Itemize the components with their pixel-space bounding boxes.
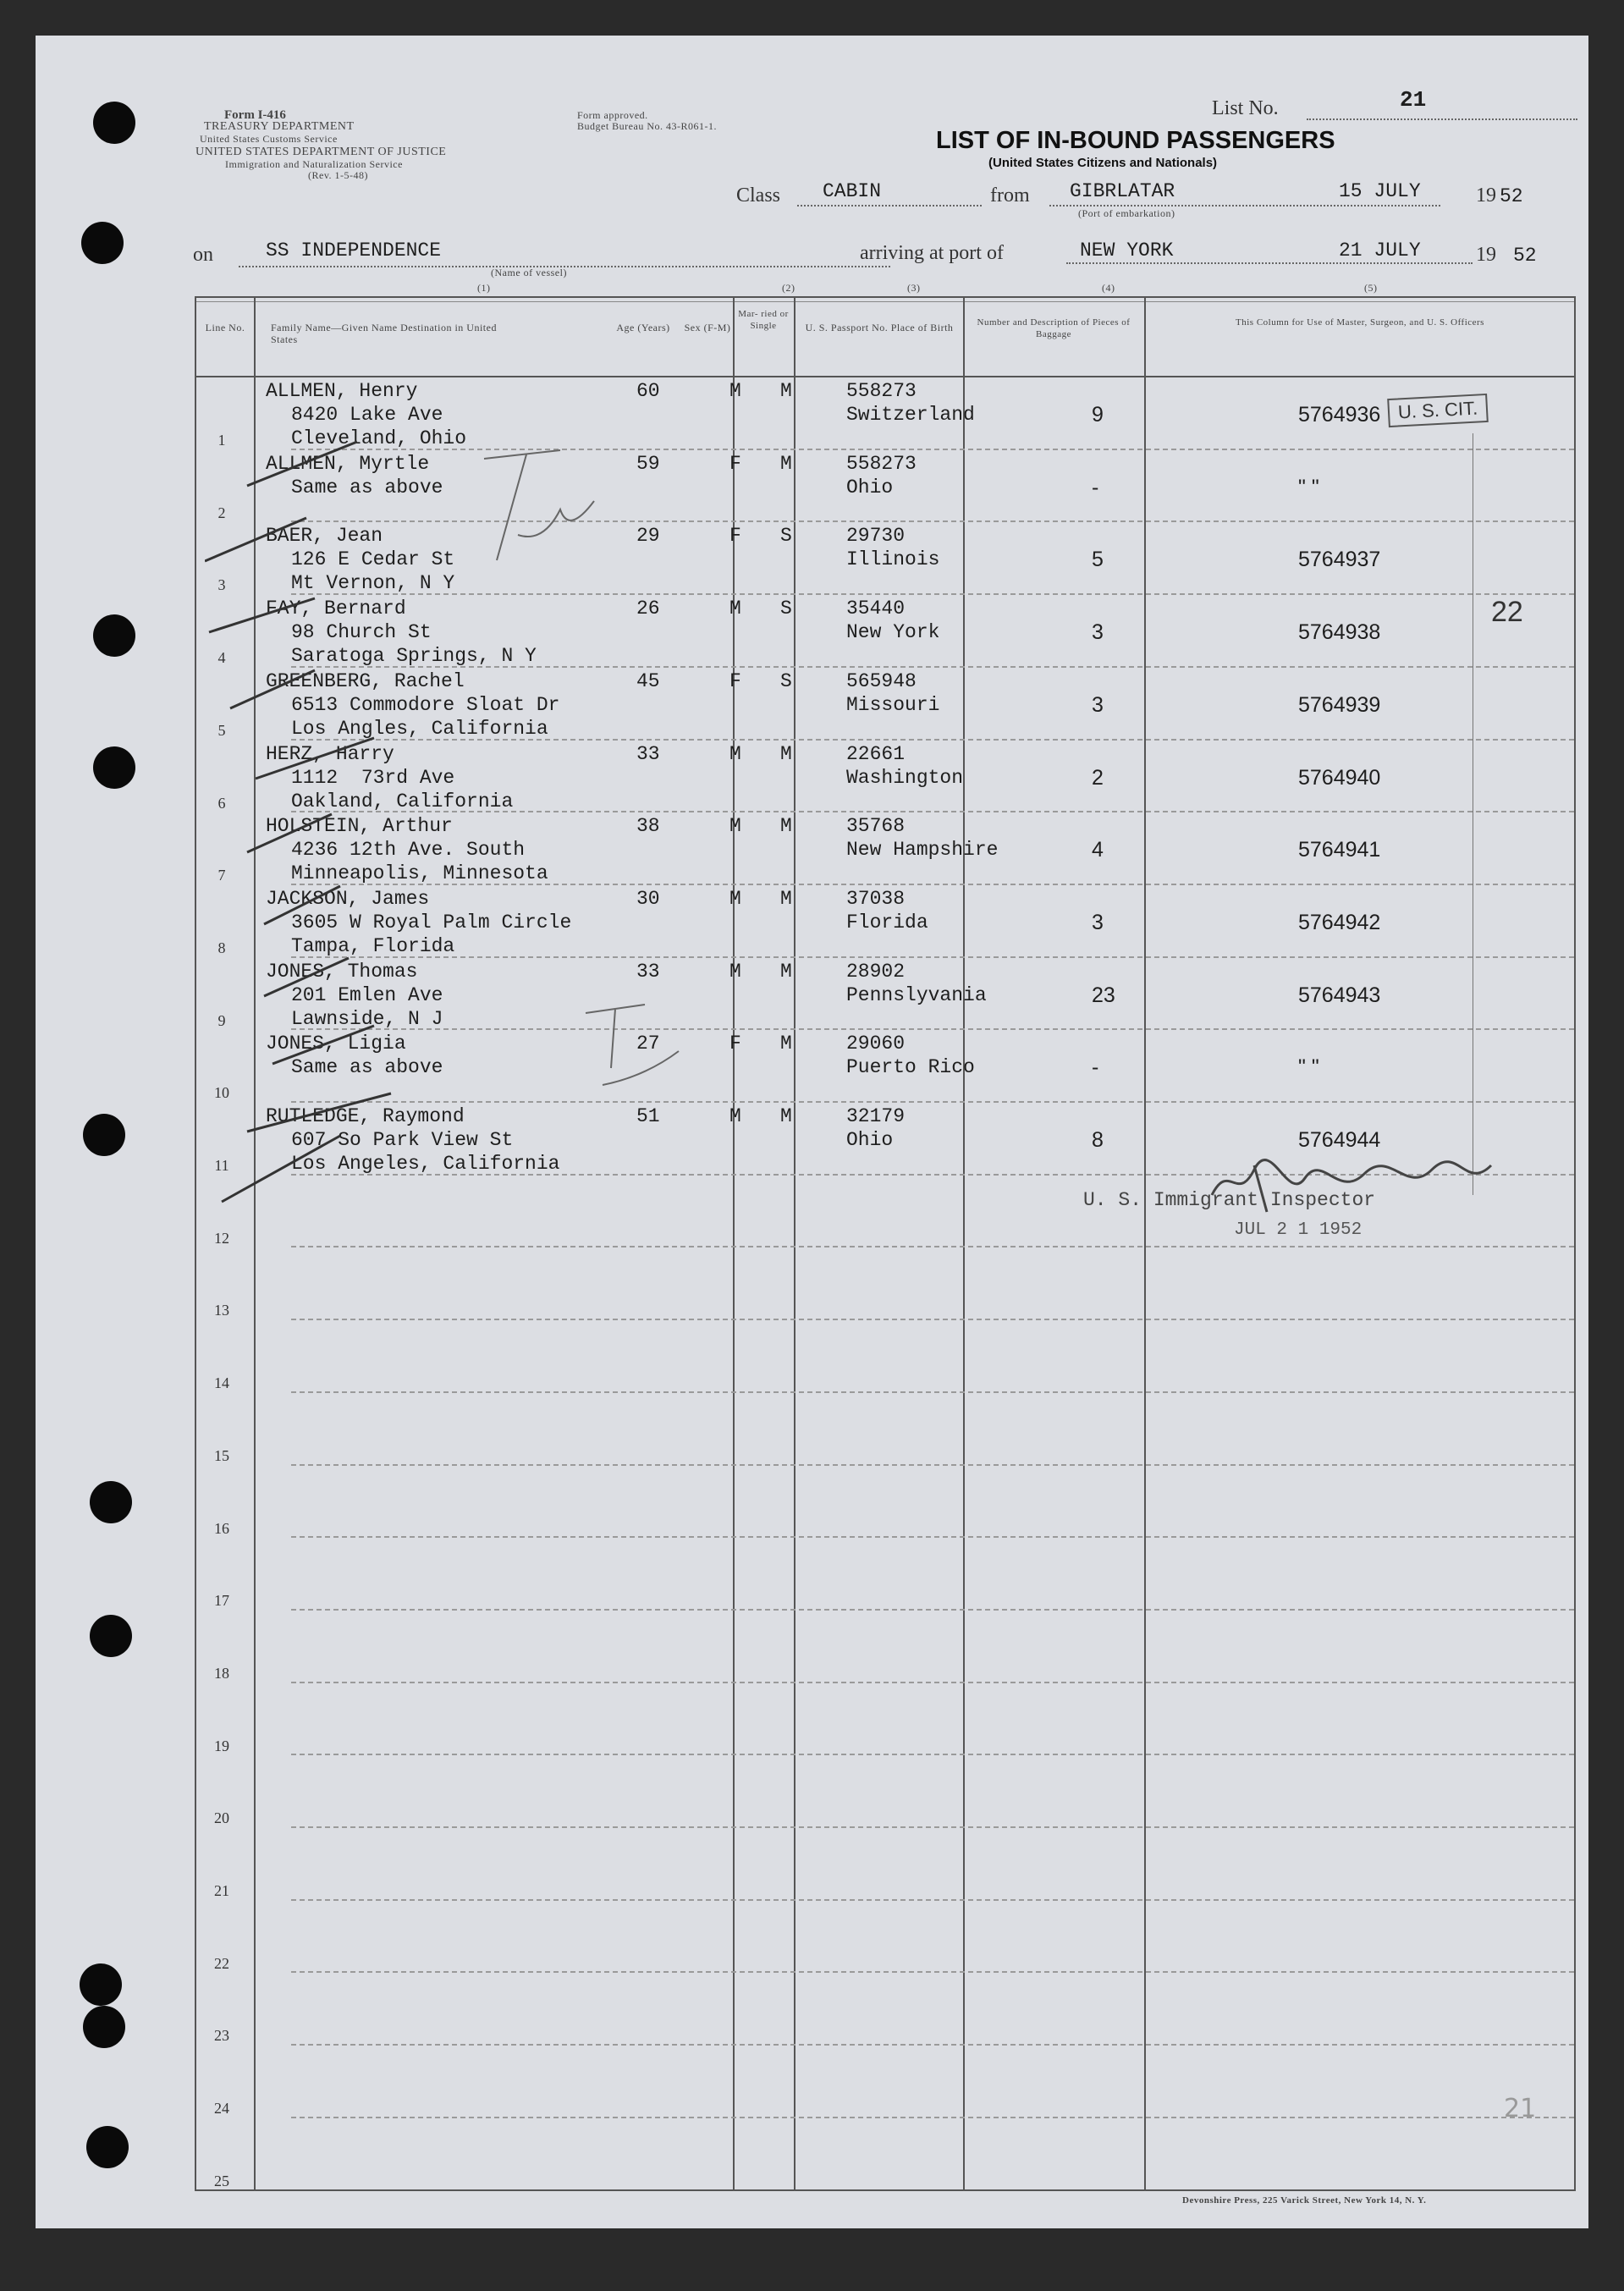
vessel-name: SS INDEPENDENCE <box>266 240 442 262</box>
binder-hole <box>81 222 124 264</box>
passenger-name: GREENBERG, Rachel <box>266 669 465 692</box>
place-of-birth: Illinois <box>846 548 940 571</box>
ins-service: Immigration and Naturalization Service <box>225 158 403 170</box>
line-number: 4 <box>217 649 226 667</box>
officer-code: 5764944 <box>1298 1128 1381 1152</box>
line-number: 24 <box>214 2100 229 2118</box>
passenger-marital: S <box>780 669 792 692</box>
inspector-signature <box>1203 1153 1508 1220</box>
officer-code: 5764938 <box>1298 620 1381 645</box>
line-number: 17 <box>214 1592 229 1610</box>
binder-hole <box>83 1114 125 1156</box>
col-header-sex: Sex (F-M) <box>684 322 731 333</box>
passenger-name: RUTLEDGE, Raymond <box>266 1105 465 1127</box>
on-label: on <box>193 244 213 266</box>
passenger-marital: M <box>780 887 792 910</box>
col-header-passport: U. S. Passport No. Place of Birth <box>805 322 954 333</box>
passenger-address: 607 So Park View St <box>291 1129 514 1151</box>
col-header-name: Family Name—Given Name Destination in United States <box>271 322 497 345</box>
passenger-name: JONES, Thomas <box>266 960 418 983</box>
place-of-birth: Washington <box>846 766 964 789</box>
passenger-age: 45 <box>636 669 660 692</box>
printer-footer: Devonshire Press, 225 Varick Street, New York 14, N. Y. <box>1182 2195 1427 2206</box>
class-label: Class <box>736 184 781 207</box>
col-header-age: Age (Years) <box>616 322 670 333</box>
baggage-count: - <box>1092 1055 1099 1080</box>
line-number: 5 <box>217 721 226 739</box>
place-of-birth: Ohio <box>846 1129 894 1151</box>
passenger-marital: M <box>780 742 792 765</box>
line-number: 23 <box>214 2027 229 2045</box>
passport-number: 35768 <box>846 815 906 838</box>
document-subtitle: (United States Citizens and Nationals) <box>988 156 1218 170</box>
officer-code: 5764941 <box>1298 838 1381 862</box>
officer-code: 5764937 <box>1298 548 1381 572</box>
passenger-address: 6513 Commodore Sloat Dr <box>291 693 560 716</box>
baggage-count: - <box>1092 475 1099 499</box>
officer-code: " " <box>1298 1055 1319 1080</box>
row-divider <box>291 1682 1574 1683</box>
passport-number: 32179 <box>846 1105 906 1127</box>
port-of-embarkation: GIBRLATAR <box>1070 180 1175 202</box>
passenger-city: Oakland, California <box>291 790 514 812</box>
line-number: 3 <box>217 576 226 594</box>
line-number: 21 <box>214 1882 229 1899</box>
line-number: 9 <box>217 1011 226 1029</box>
pencil-tick-marks <box>205 408 713 1203</box>
baggage-count: 4 <box>1092 838 1104 862</box>
document-title: LIST OF IN-BOUND PASSENGERS <box>936 127 1335 154</box>
row-divider <box>291 1609 1574 1611</box>
passenger-city: Tampa, Florida <box>291 934 455 957</box>
arrival-date: 21 JULY <box>1339 240 1421 262</box>
col-num-5: (5) <box>1364 282 1378 294</box>
col-num-3: (3) <box>907 282 921 294</box>
line-number: 16 <box>214 1519 229 1537</box>
place-of-birth: Puerto Rico <box>846 1056 975 1079</box>
form-approved: Form approved. <box>577 109 648 121</box>
passenger-city: Los Angeles, California <box>291 1153 560 1175</box>
passenger-city: Saratoga Springs, N Y <box>291 645 537 668</box>
passport-number: 565948 <box>846 669 917 692</box>
inspector-stamp: U. S. Immigrant Inspector <box>1083 1189 1376 1211</box>
passenger-name: BAER, Jean <box>266 525 383 548</box>
line-number: 15 <box>214 1446 229 1464</box>
row-divider <box>291 2117 1574 2118</box>
row-divider <box>291 1899 1574 1901</box>
row-divider <box>291 1391 1574 1393</box>
passenger-sex: M <box>729 887 741 910</box>
passenger-city: Mt Vernon, N Y <box>291 572 455 595</box>
line-number: 18 <box>214 1664 229 1682</box>
passenger-marital: M <box>780 380 792 402</box>
arrival-port: NEW YORK <box>1080 240 1174 262</box>
passenger-marital: M <box>780 815 792 838</box>
passenger-sex: F <box>729 525 741 548</box>
row-divider <box>291 1246 1574 1247</box>
margin-pencil-note: 21 <box>1504 2094 1537 2123</box>
col-header-line: Line No. <box>205 322 245 333</box>
passenger-sex: M <box>729 1105 741 1127</box>
passenger-age: 33 <box>636 742 660 765</box>
passenger-age: 33 <box>636 960 660 983</box>
passenger-address: 8420 Lake Ave <box>291 404 443 426</box>
passenger-address: 126 E Cedar St <box>291 548 455 571</box>
passenger-address: 1112 73rd Ave <box>291 766 455 789</box>
embark-note: (Port of embarkation) <box>1078 207 1175 219</box>
passenger-name: HERZ, Harry <box>266 742 394 765</box>
passenger-age: 27 <box>636 1033 660 1055</box>
passport-number: 22661 <box>846 742 906 765</box>
col-num-1: (1) <box>477 282 491 294</box>
binder-hole <box>80 1963 122 2006</box>
passenger-name: ALLMEN, Henry <box>266 380 418 402</box>
place-of-birth: Florida <box>846 911 928 933</box>
manifest-sheet <box>36 36 1588 2228</box>
passenger-name: FAY, Bernard <box>266 598 406 620</box>
passenger-name: JONES, Ligia <box>266 1033 406 1055</box>
passenger-sex: F <box>729 452 741 475</box>
binder-hole <box>93 102 135 144</box>
passenger-sex: F <box>729 1033 741 1055</box>
list-no-label: List No. <box>1212 97 1279 119</box>
passenger-city: Los Angles, California <box>291 717 548 740</box>
row-divider <box>291 1754 1574 1755</box>
officer-code: 5764939 <box>1298 692 1381 717</box>
vessel-note: (Name of vessel) <box>491 267 567 278</box>
passenger-marital: M <box>780 1105 792 1127</box>
officer-code: 5764936 <box>1298 403 1381 427</box>
citizen-stamp: U. S. CIT. <box>1387 394 1489 427</box>
passenger-age: 26 <box>636 598 660 620</box>
passport-number: 28902 <box>846 960 906 983</box>
row-divider <box>291 1536 1574 1538</box>
departure-year: 52 <box>1500 185 1523 207</box>
baggage-count: 3 <box>1092 620 1104 645</box>
passenger-marital: M <box>780 452 792 475</box>
budget-bureau: Budget Bureau No. 43-R061-1. <box>577 120 717 132</box>
passenger-sex: M <box>729 742 741 765</box>
passenger-sex: F <box>729 669 741 692</box>
baggage-count: 23 <box>1092 983 1115 1007</box>
officer-code: 5764942 <box>1298 910 1381 934</box>
col-header-married: Mar- ried or Single <box>738 309 789 331</box>
line-number: 10 <box>214 1084 229 1102</box>
baggage-count: 3 <box>1092 910 1104 934</box>
line-number: 22 <box>214 1954 229 1972</box>
passenger-city: Cleveland, Ohio <box>291 427 467 449</box>
line-number: 13 <box>214 1302 229 1319</box>
passenger-sex: M <box>729 815 741 838</box>
passport-number: 558273 <box>846 452 917 475</box>
place-of-birth: New York <box>846 621 940 644</box>
col-header-officers: This Column for Use of Master, Surgeon, and U. S. Officers <box>1236 317 1484 328</box>
passenger-address: 4236 12th Ave. South <box>291 839 526 862</box>
passenger-age: 59 <box>636 452 660 475</box>
baggage-count: 2 <box>1092 765 1104 790</box>
binder-hole <box>93 614 135 657</box>
passenger-sex: M <box>729 598 741 620</box>
binder-hole <box>90 1615 132 1657</box>
passenger-age: 51 <box>636 1105 660 1127</box>
class-value: CABIN <box>823 180 882 202</box>
row-divider <box>291 2044 1574 2046</box>
departure-date: 15 JULY <box>1339 180 1421 202</box>
passenger-address: Same as above <box>291 1056 443 1079</box>
line-number: 6 <box>217 794 226 812</box>
row-divider <box>291 1319 1574 1320</box>
binder-hole <box>90 1481 132 1523</box>
passport-number: 37038 <box>846 887 906 910</box>
passenger-sex: M <box>729 960 741 983</box>
line-number: 14 <box>214 1374 229 1392</box>
passenger-age: 30 <box>636 887 660 910</box>
passenger-marital: M <box>780 960 792 983</box>
passenger-name: JACKSON, James <box>266 887 430 910</box>
revision: (Rev. 1-5-48) <box>308 169 369 181</box>
arrival-year-prefix: 19 <box>1476 244 1496 266</box>
officer-code: 5764943 <box>1298 983 1381 1007</box>
officer-code: 5764940 <box>1298 765 1381 790</box>
line-number: 12 <box>214 1229 229 1247</box>
place-of-birth: Pennslyvania <box>846 983 987 1006</box>
inspector-date: JUL 2 1 1952 <box>1234 1220 1363 1240</box>
line-number: 7 <box>217 867 226 884</box>
row-divider <box>291 1464 1574 1466</box>
passenger-marital: M <box>780 1033 792 1055</box>
place-of-birth: Ohio <box>846 476 894 498</box>
passenger-city: Minneapolis, Minnesota <box>291 862 548 885</box>
passenger-address: 3605 W Royal Palm Circle <box>291 911 572 933</box>
passenger-address: 201 Emlen Ave <box>291 983 443 1006</box>
departure-year-prefix: 19 <box>1476 184 1496 207</box>
baggage-count: 5 <box>1092 548 1104 572</box>
passport-number: 29060 <box>846 1033 906 1055</box>
list-no-value: 21 <box>1400 87 1427 113</box>
passenger-marital: S <box>780 598 792 620</box>
passenger-age: 60 <box>636 380 660 402</box>
passport-number: 558273 <box>846 380 917 402</box>
passenger-name: ALLMEN, Myrtle <box>266 452 430 475</box>
passenger-sex: M <box>729 380 741 402</box>
line-number: 2 <box>217 504 226 521</box>
binder-hole <box>93 746 135 789</box>
form-number: Form I-416 <box>224 108 286 122</box>
margin-note: 22 <box>1491 596 1523 628</box>
baggage-count: 9 <box>1092 403 1104 427</box>
officer-code: " " <box>1298 475 1319 499</box>
col-header-baggage: Number and Description of Pieces of Baggage <box>977 317 1131 339</box>
line-number: 8 <box>217 939 226 956</box>
passenger-marital: S <box>780 525 792 548</box>
line-number: 11 <box>214 1157 229 1174</box>
treasury-dept: TREASURY DEPARTMENT <box>204 120 355 133</box>
binder-hole <box>83 2006 125 2048</box>
passenger-age: 29 <box>636 525 660 548</box>
arrival-year: 52 <box>1513 245 1537 267</box>
baggage-count: 3 <box>1092 692 1104 717</box>
place-of-birth: Missouri <box>846 693 940 716</box>
passport-number: 29730 <box>846 525 906 548</box>
binder-hole <box>86 2126 129 2168</box>
col-num-2: (2) <box>782 282 795 294</box>
line-number: 1 <box>217 432 226 449</box>
baggage-count: 8 <box>1092 1128 1104 1152</box>
justice-dept: UNITED STATES DEPARTMENT OF JUSTICE <box>195 146 447 158</box>
place-of-birth: Switzerland <box>846 404 975 426</box>
col-num-4: (4) <box>1102 282 1115 294</box>
place-of-birth: New Hampshire <box>846 839 999 862</box>
arriving-label: arriving at port of <box>860 242 1004 264</box>
line-number: 25 <box>214 2172 229 2189</box>
row-divider <box>291 1971 1574 1973</box>
line-number: 20 <box>214 1809 229 1827</box>
from-label: from <box>990 184 1030 207</box>
customs-service: United States Customs Service <box>200 133 338 145</box>
passport-number: 35440 <box>846 598 906 620</box>
passenger-address: Same as above <box>291 476 443 498</box>
passenger-address: 98 Church St <box>291 621 432 644</box>
passenger-city: Lawnside, N J <box>291 1007 443 1030</box>
line-number: 19 <box>214 1737 229 1754</box>
passenger-age: 38 <box>636 815 660 838</box>
passenger-name: HOLSTEIN, Arthur <box>266 815 453 838</box>
row-divider <box>291 1826 1574 1828</box>
